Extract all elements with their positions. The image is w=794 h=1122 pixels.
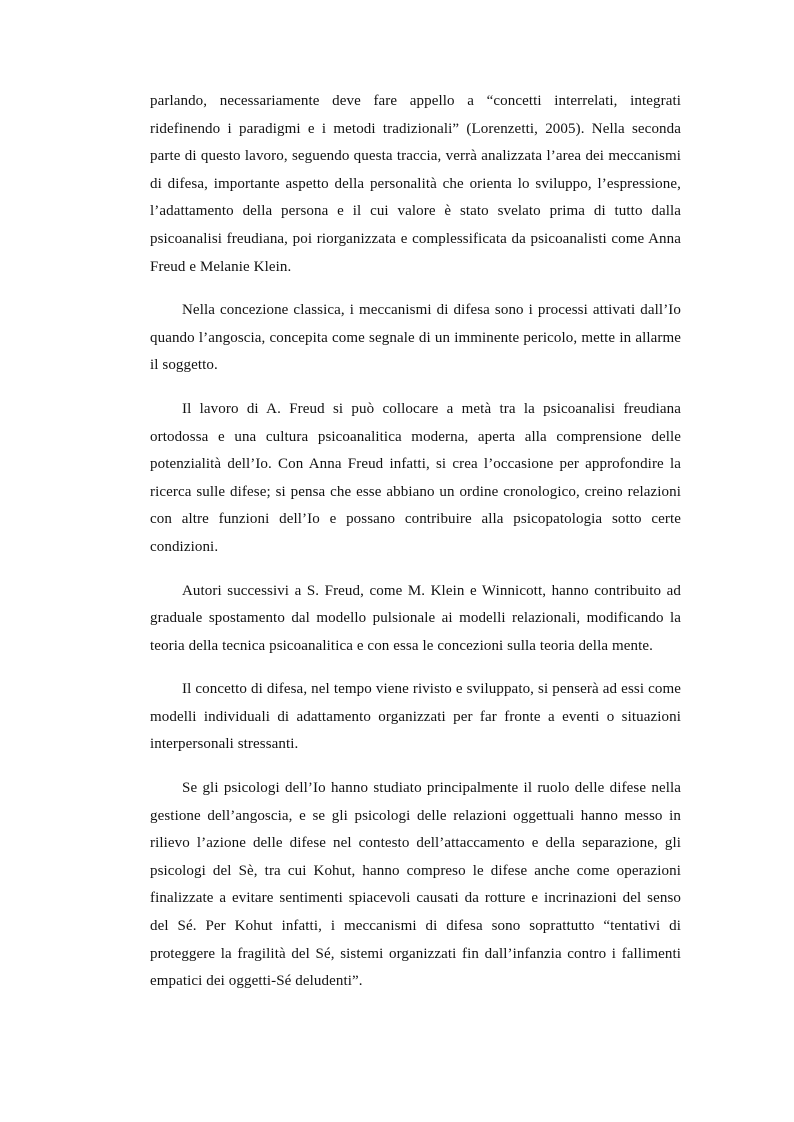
paragraph-1: parlando, necessariamente deve fare appello a “concetti interrelati, integrati ridefinendo i paradigmi e i metodi tradizionali” (Lorenzetti, 2005). Nella seconda parte di questo lavoro, seguendo questa traccia, verrà analizzata l’area dei meccanismi di difesa, importante aspetto della personalità che orienta lo sviluppo, l’espressione, l’adattamento della persona e il cui valore è stato svelato prima di tutto dalla psicoanalisi freudiana, poi riorganizzata e complessificata da psicoanalisti come Anna Freud e Melanie Klein. — [150, 93, 681, 275]
paragraph-4: Autori successivi a S. Freud, come M. Klein e Winnicott, hanno contribuito ad graduale spostamento dal modello pulsionale ai modelli relazionali, modificando la teoria della tecnica psicoanalitica e con essa le concezioni sulla teoria della mente. — [150, 582, 681, 654]
paragraph-2: Nella concezione classica, i meccanismi di difesa sono i processi attivati dall’Io quando l’angoscia, concepita come segnale di un imminente pericolo, mette in allarme il soggetto. — [150, 302, 681, 374]
paragraph-6: Se gli psicologi dell’Io hanno studiato principalmente il ruolo delle difese nella gestione dell’angoscia, e se gli psicologi delle relazioni oggettuali hanno messo in rilievo l’azione delle difese nel contesto dell’attaccamento e della separazione, gli psicologi del Sè, tra cui Kohut, hanno compreso le difese anche come operazioni finalizzate a evitare sentimenti spiacevoli causati da rotture e incrinazioni del senso del Sé. Per Kohut infatti, i meccanismi di difesa sono soprattutto “tentativi di proteggere la fragilità del Sé, sistemi organizzati fin dall’infanzia contro i fallimenti empatici dei oggetti-Sé deludenti”. — [150, 780, 681, 990]
document-page — [150, 88, 681, 1012]
paragraph-3: Il lavoro di A. Freud si può collocare a metà tra la psicoanalisi freudiana ortodossa e una cultura psicoanalitica moderna, aperta alla comprensione delle potenzialità dell’Io. Con Anna Freud infatti, si crea l’occasione per approfondire la ricerca sulle difese; si pensa che esse abbiano un ordine cronologico, creino relazioni con altre funzioni dell’Io e possano contribuire alla psicopatologia sotto certe condizioni. — [150, 400, 681, 555]
paragraph-5: Il concetto di difesa, nel tempo viene rivisto e sviluppato, si penserà ad essi come modelli individuali di adattamento organizzati per far fronte a eventi o situazioni interpersonali stressanti. — [150, 681, 681, 753]
